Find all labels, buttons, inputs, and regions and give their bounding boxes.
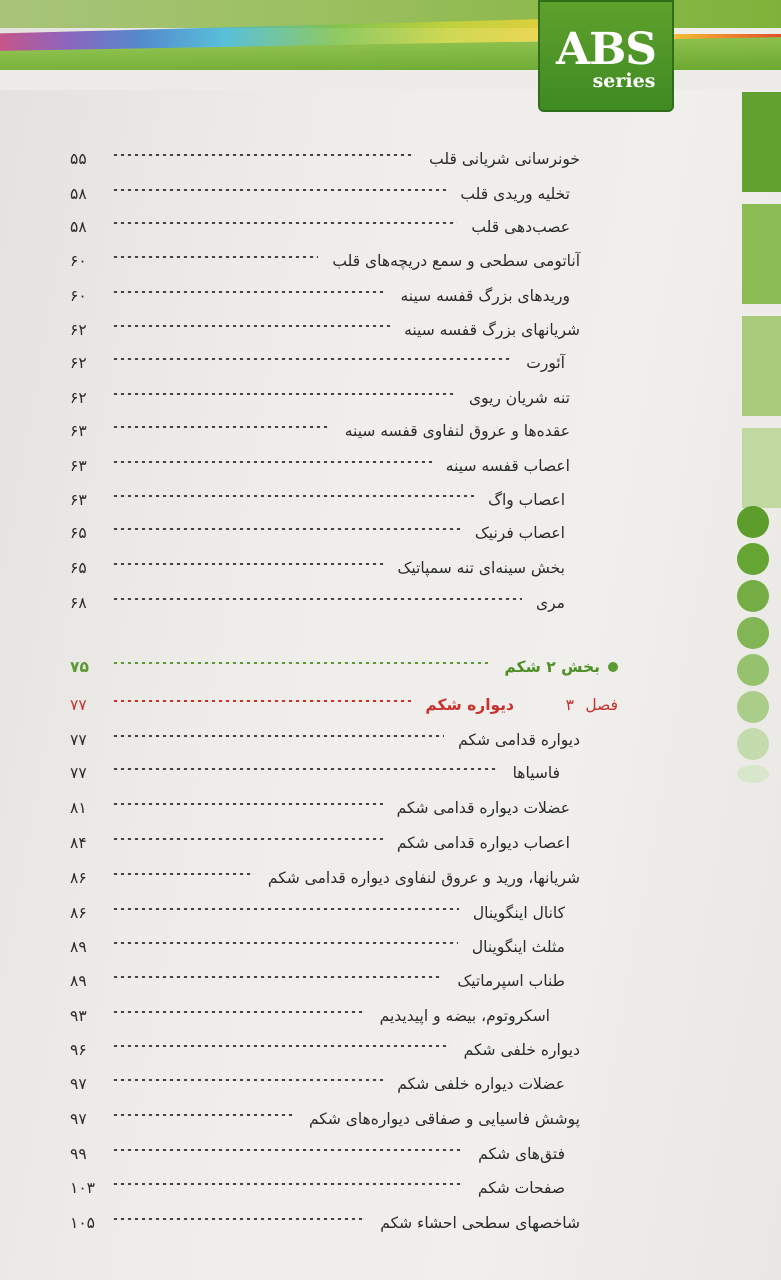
- toc-page-number: ۷۵: [70, 658, 89, 676]
- toc-entry-title: اعصاب واگ: [488, 491, 565, 509]
- toc-entry[interactable]: [70, 865, 610, 891]
- toc-entry[interactable]: [70, 487, 610, 513]
- chapter-label: فصل: [585, 696, 618, 714]
- toc-leader-dots: [112, 1011, 366, 1013]
- toc-page-number: ۷۷: [70, 731, 87, 749]
- toc-entry[interactable]: [70, 350, 610, 376]
- toc-leader-dots: [112, 1149, 464, 1151]
- toc-entry-title: عضلات دیواره قدامی شکم: [396, 799, 570, 817]
- toc-entry-title: اعصاب قفسه سینه: [445, 457, 570, 475]
- toc-entry-title: تخلیه وریدی قلب: [460, 185, 570, 203]
- toc-entry-title: وریدهای بزرگ قفسه سینه: [400, 287, 570, 305]
- toc-leader-dots: [112, 358, 512, 360]
- toc-entry[interactable]: [70, 900, 610, 926]
- toc-page-number: ۸۶: [70, 904, 87, 922]
- toc-leader-dots: [112, 222, 457, 224]
- toc-leader-dots: [112, 256, 318, 258]
- toc-page-number: ۸۴: [70, 834, 87, 852]
- toc-entry[interactable]: [70, 317, 610, 343]
- toc-entry-title: آناتومی سطحی و سمع دریچه‌های قلب: [332, 252, 580, 270]
- toc-entry-title: شاخصهای سطحی احشاء شکم: [380, 1214, 580, 1232]
- toc-entry[interactable]: [70, 727, 610, 753]
- toc-page-number: ۶۲: [70, 389, 87, 407]
- toc-entry[interactable]: [70, 1141, 610, 1167]
- toc-section-entry[interactable]: [70, 654, 610, 680]
- toc-entry[interactable]: [70, 1175, 610, 1201]
- toc-entry-title: دیواره قدامی شکم: [458, 731, 580, 749]
- side-dot: [737, 617, 769, 649]
- toc-page-number: ۹۶: [70, 1041, 87, 1059]
- toc-page-number: ۵۸: [70, 218, 87, 236]
- toc-entry-title: کانال اینگوینال: [472, 904, 565, 922]
- toc-entry-title: عقده‌ها و عروق لنفاوی قفسه سینه: [344, 422, 570, 440]
- toc-page-number: ۶۵: [70, 524, 87, 542]
- side-dot: [737, 691, 769, 723]
- toc-entry[interactable]: [70, 418, 610, 444]
- toc-leader-dots: [112, 735, 444, 737]
- toc-entry[interactable]: [70, 248, 610, 274]
- side-dot: [737, 506, 769, 538]
- toc-entry-title: اعصاب دیواره قدامی شکم: [396, 834, 570, 852]
- toc-leader-dots: [112, 563, 384, 565]
- toc-entry[interactable]: [70, 453, 610, 479]
- toc-entry[interactable]: [70, 520, 610, 546]
- toc-entry-title: دیواره خلفی شکم: [463, 1041, 580, 1059]
- toc-entry[interactable]: [70, 555, 610, 581]
- toc-chapter-entry[interactable]: [70, 692, 618, 718]
- toc-entry[interactable]: [70, 968, 610, 994]
- toc-entry-title: اسکروتوم، بیضه و اپیدیدیم: [379, 1007, 550, 1025]
- toc-page-number: ۹۷: [70, 1075, 87, 1093]
- toc-leader-dots: [112, 495, 474, 497]
- toc-page-number: ۶۳: [70, 457, 87, 475]
- toc-page-number: ۶۵: [70, 559, 87, 577]
- abs-series-logo: [538, 0, 674, 112]
- toc-leader-dots: [112, 154, 415, 156]
- toc-section-title: بخش ۲ شکم: [504, 658, 600, 676]
- toc-page-number: ۱۰۳: [70, 1179, 95, 1197]
- side-dot: [737, 654, 769, 686]
- toc-entry[interactable]: [70, 283, 610, 309]
- toc-leader-dots: [112, 838, 383, 840]
- toc-page-number: ۵۸: [70, 185, 87, 203]
- toc-leader-dots: [112, 1183, 464, 1185]
- toc-entry-title: صفحات شکم: [477, 1179, 565, 1197]
- toc-leader-dots: [112, 528, 461, 530]
- toc-page-number: ۹۹: [70, 1145, 87, 1163]
- toc-entry-title: عصب‌دهی قلب: [471, 218, 570, 236]
- side-dot: [737, 543, 769, 575]
- toc-entry-title: بخش سینه‌ای تنه سمپاتیک: [397, 559, 565, 577]
- toc-entry[interactable]: [70, 760, 610, 786]
- toc-entry[interactable]: [70, 385, 610, 411]
- toc-entry[interactable]: [70, 830, 610, 856]
- toc-entry[interactable]: [70, 181, 610, 207]
- toc-entry-title: اعصاب فرنیک: [474, 524, 565, 542]
- toc-entry[interactable]: [70, 1037, 610, 1063]
- toc-page-number: ۸۱: [70, 799, 87, 817]
- side-dot: [737, 580, 769, 612]
- toc-leader-dots: [112, 1079, 383, 1081]
- chapter-number: ۳: [565, 696, 574, 714]
- toc-page-number: ۸۹: [70, 972, 87, 990]
- toc-leader-dots: [112, 393, 455, 395]
- toc-entry-title: عضلات دیواره خلفی شکم: [397, 1075, 565, 1093]
- toc-leader-dots: [112, 291, 386, 293]
- toc-entry[interactable]: [70, 795, 610, 821]
- toc-page-number: ۶۲: [70, 354, 87, 372]
- side-dot: [737, 765, 769, 783]
- toc-entry[interactable]: [70, 146, 610, 172]
- side-tab: [742, 92, 781, 192]
- toc-entry[interactable]: [70, 214, 610, 240]
- bullet-icon: [608, 662, 618, 672]
- chapter-title: دیواره شکم: [425, 696, 514, 714]
- toc-entry-title: خونرسانی شریانی قلب: [429, 150, 580, 168]
- toc-entry-title: طناب اسپرماتیک: [457, 972, 565, 990]
- toc-entry[interactable]: [70, 1210, 610, 1236]
- toc-leader-dots: [112, 426, 331, 428]
- toc-page-number: ۹۳: [70, 1007, 87, 1025]
- side-tab: [742, 204, 781, 304]
- toc-page-number: ۶۳: [70, 491, 87, 509]
- side-tab: [742, 316, 781, 416]
- toc-entry-title: مری: [536, 594, 565, 612]
- toc-leader-dots: [112, 1218, 366, 1220]
- toc-page-number: ۶۰: [70, 252, 87, 270]
- toc-entry-title: شریانهای بزرگ قفسه سینه: [404, 321, 580, 339]
- toc-page-number: ۶۸: [70, 594, 87, 612]
- toc-page-number: ۷۷: [70, 764, 87, 782]
- toc-leader-dots: [112, 1114, 295, 1116]
- toc-entry-title: آئورت: [526, 354, 565, 372]
- toc-leader-dots: [112, 700, 411, 702]
- side-dot: [737, 728, 769, 760]
- toc-page-number: ۶۲: [70, 321, 87, 339]
- toc-page-number: ۱۰۵: [70, 1214, 95, 1232]
- toc-entry-title: تنه شریان ریوی: [468, 389, 570, 407]
- toc-page-number: ۸۹: [70, 938, 87, 956]
- toc-entry[interactable]: [70, 1106, 610, 1132]
- toc-entry-title: فاسیاها: [512, 764, 560, 782]
- logo-title: ABS: [555, 24, 657, 75]
- toc-leader-dots: [112, 325, 390, 327]
- toc-entry[interactable]: [70, 1071, 610, 1097]
- toc-page-number: ۷۷: [70, 696, 87, 714]
- toc-entry-title: پوشش فاسیایی و صفاقی دیواره‌های شکم: [308, 1110, 580, 1128]
- toc-page-number: ۶۰: [70, 287, 87, 305]
- toc-leader-dots: [112, 598, 522, 600]
- toc-leader-dots: [112, 1045, 450, 1047]
- toc-leader-dots: [112, 942, 458, 944]
- toc-page-number: ۶۳: [70, 422, 87, 440]
- toc-entry-title: فتق‌های شکم: [478, 1145, 565, 1163]
- side-tab: [742, 428, 781, 508]
- toc-leader-dots: [112, 873, 254, 875]
- toc-leader-dots: [112, 768, 499, 770]
- toc-entry-title: مثلث اینگوینال: [471, 938, 565, 956]
- logo-subtitle: series: [592, 70, 656, 92]
- toc-page-number: ۸۶: [70, 869, 87, 887]
- toc-entry[interactable]: [70, 1003, 610, 1029]
- toc-leader-dots: [112, 662, 490, 664]
- toc-leader-dots: [112, 803, 383, 805]
- toc-leader-dots: [112, 461, 432, 463]
- toc-entry[interactable]: [70, 934, 610, 960]
- toc-leader-dots: [112, 908, 459, 910]
- toc-page-number: ۵۵: [70, 150, 87, 168]
- toc-entry[interactable]: [70, 590, 610, 616]
- toc-leader-dots: [112, 976, 443, 978]
- toc-leader-dots: [112, 189, 446, 191]
- toc-page-number: ۹۷: [70, 1110, 87, 1128]
- toc-entry-title: شریانها، ورید و عروق لنفاوی دیواره قدامی شکم: [267, 869, 580, 887]
